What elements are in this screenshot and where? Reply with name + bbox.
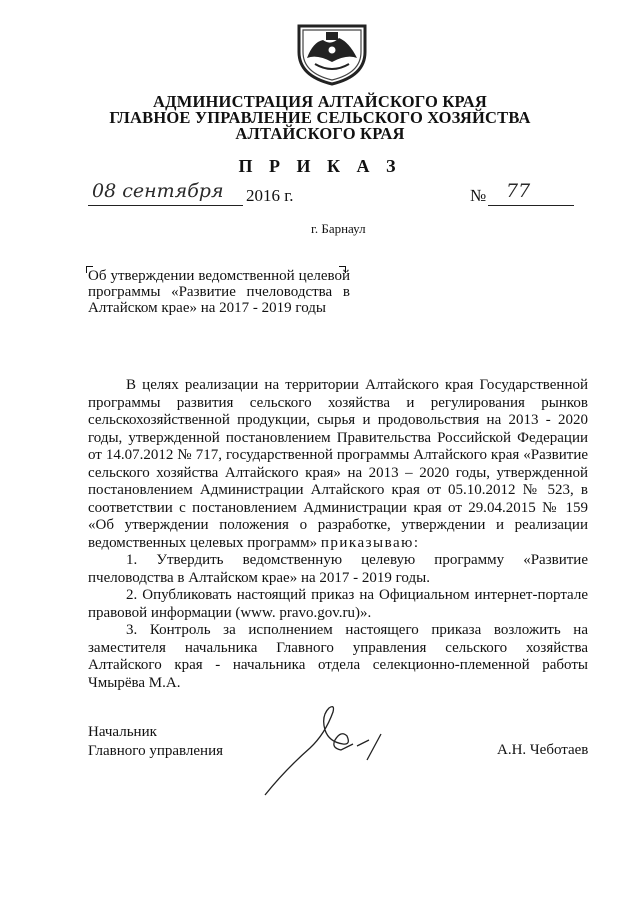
- preamble-text: В целях реализации на территории Алтайского края Государственной программы развития сельского хозяйства и регулирования рынков сельскохозяйственной продукции, сырья и продовольствия на 2013 - 2020 годы, утвержденной постановлением Правительства Российской Федерации от 14.07.2012 № 717, государственной программы Алтайского края «Развитие сельского хозяйства Алтайского края» на 2013 – 2020 годы, утвержденной постановлением Администрации Алтайского края от 05.10.2012 № 523, в соответствии с постановлением Администрации края от 29.04.2015 № 159 «Об утверждении положения о разработке, утверждении и реализации ведомственных целевых программ»: [88, 377, 588, 551]
- agency-header-line-2: ГЛАВНОЕ УПРАВЛЕНИЕ СЕЛЬСКОГО ХОЗЯЙСТВА: [109, 108, 531, 127]
- document-subject: Об утверждении ведомственной целевой программы «Развитие пчеловодства в Алтайском крае» на 2017 - 2019 годы: [88, 268, 350, 316]
- document-body: [88, 377, 588, 692]
- preamble-command: приказываю:: [320, 534, 420, 551]
- agency-header-line-1: АДМИНИСТРАЦИЯ АЛТАЙСКОГО КРАЯ: [153, 92, 487, 111]
- order-number-label: №: [470, 186, 487, 205]
- signatory-position: [88, 723, 223, 761]
- handwritten-signature: [255, 700, 395, 800]
- city: г. Барнаул: [311, 221, 366, 236]
- item-1: 1. Утвердить ведомственную целевую программу «Развитие пчеловодства в Алтайском крае» на 2017 - 2019 годы.: [88, 552, 588, 586]
- handwritten-date: 08 сентября: [92, 180, 224, 202]
- order-year: 2016 г.: [246, 186, 294, 205]
- position-line-1: Начальник: [88, 724, 157, 740]
- preamble-paragraph: [88, 377, 588, 552]
- item-2: 2. Опубликовать настоящий приказ на Официальном интернет-портале правовой информации (www. pravo.gov.ru)».: [88, 587, 588, 621]
- position-line-2: Главного управления: [88, 743, 223, 759]
- number-underline: [488, 205, 574, 206]
- signatory-name: А.Н. Чеботаев: [497, 742, 589, 758]
- handwritten-order-number: 77: [506, 180, 531, 202]
- coat-of-arms-emblem: [293, 18, 371, 86]
- agency-header-line-3: АЛТАЙСКОГО КРАЯ: [235, 124, 405, 143]
- item-3: 3. Контроль за исполнением настоящего приказа возложить на заместителя начальника Главного управления сельского хозяйства Алтайского края - начальника отдела селекционно-племенной работы Чмырёва М.А.: [88, 622, 588, 691]
- document-title: П Р И К А З: [238, 156, 402, 176]
- date-underline: [88, 205, 243, 206]
